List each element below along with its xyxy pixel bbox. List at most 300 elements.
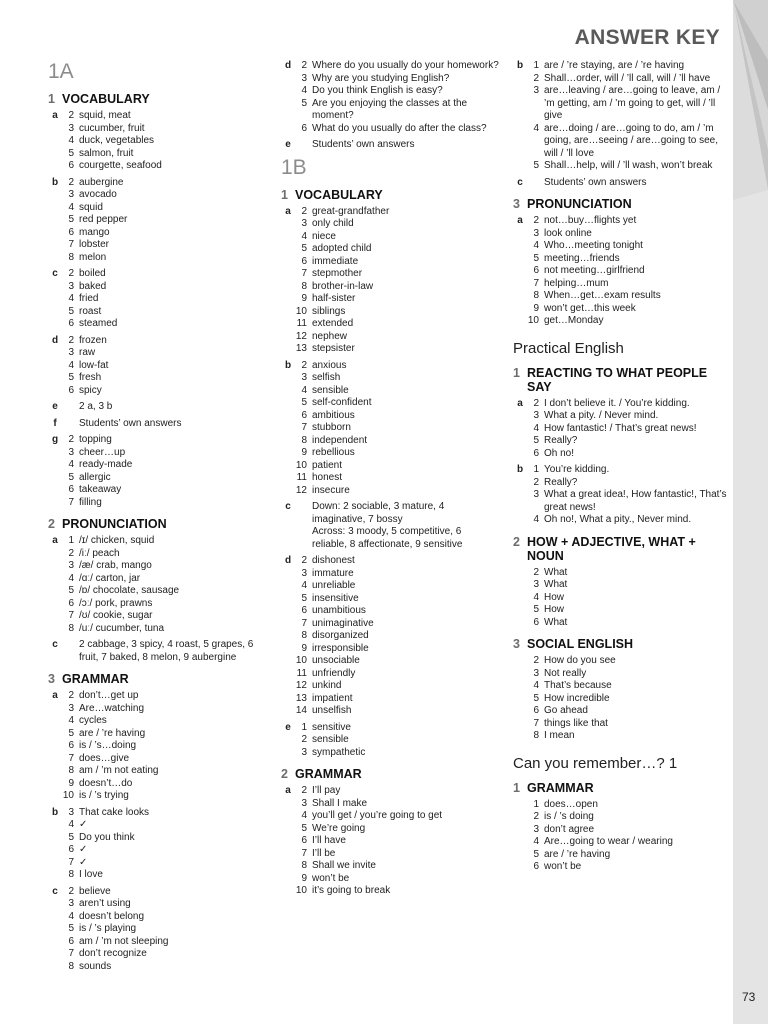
answer-item xyxy=(62,401,273,414)
answer-list xyxy=(62,177,273,265)
answer-text: unfriendly xyxy=(312,667,356,679)
answer-text: Go ahead xyxy=(544,705,588,716)
answer-item xyxy=(527,253,727,266)
answer-item xyxy=(527,265,727,278)
exercise-group xyxy=(48,110,273,173)
answer-item xyxy=(527,680,727,693)
subsection-heading: Can you remember…? 1 xyxy=(513,754,678,772)
answer-number: 5 xyxy=(301,243,307,254)
answer-number: 2 xyxy=(301,60,307,71)
answer-text: am / ’m not sleeping xyxy=(79,935,169,947)
answer-item xyxy=(62,335,273,348)
answer-item xyxy=(527,215,727,228)
answer-number: 5 xyxy=(68,147,74,159)
answer-number: 3 xyxy=(301,218,307,229)
answer-item xyxy=(295,98,499,123)
exercise-letter: c xyxy=(52,639,58,650)
answer-number xyxy=(62,401,74,414)
answer-item xyxy=(295,734,499,747)
answer-number: 8 xyxy=(301,280,307,292)
answer-item xyxy=(62,898,273,911)
answer-number: 4 xyxy=(68,135,74,146)
answer-number: 3 xyxy=(301,72,307,84)
exercise-group xyxy=(48,177,273,265)
answer-text: Who…meeting tonight xyxy=(544,240,643,251)
section-number: 1 xyxy=(513,780,520,795)
answer-number: 3 xyxy=(533,85,539,96)
answer-text: unambitious xyxy=(312,605,366,616)
answer-item xyxy=(62,497,273,510)
answer-number: 2 xyxy=(301,734,307,745)
answer-list xyxy=(295,139,499,152)
answer-number: 5 xyxy=(533,848,539,860)
answer-text: cycles xyxy=(79,715,107,726)
answer-item xyxy=(62,844,273,857)
answer-item xyxy=(527,448,727,461)
answer-number: 5 xyxy=(68,585,74,596)
section-heading xyxy=(48,672,273,686)
answer-text: not…buy…flights yet xyxy=(544,215,637,226)
answer-number: 2 xyxy=(68,434,74,445)
answer-number: 3 xyxy=(301,746,307,758)
answer-text: is / ’s trying xyxy=(79,790,129,801)
answer-number: 6 xyxy=(301,122,307,134)
answer-text: /uː/ cucumber, tuna xyxy=(79,622,165,634)
answer-number: 2 xyxy=(533,476,539,488)
answer-text: melon xyxy=(79,251,107,263)
exercise-letter: c xyxy=(52,885,58,897)
answer-item xyxy=(295,343,499,356)
answer-number: 11 xyxy=(296,667,307,679)
answer-item xyxy=(62,765,273,778)
answer-list xyxy=(62,335,273,398)
answer-number: 4 xyxy=(533,122,539,134)
answer-number: 5 xyxy=(301,97,307,109)
answer-text: is / ’s doing xyxy=(544,811,594,822)
answer-number: 5 xyxy=(533,435,539,446)
answer-item xyxy=(527,315,727,328)
answer-item xyxy=(62,160,273,173)
answer-text: are / ’re staying, are / ’re having xyxy=(544,60,685,71)
answer-text: honest xyxy=(312,472,343,483)
answer-list xyxy=(295,60,499,135)
answer-text: baked xyxy=(79,280,107,292)
answer-number: 14 xyxy=(295,705,307,716)
section-number: 3 xyxy=(513,637,520,651)
answer-item xyxy=(295,139,499,152)
answer-item xyxy=(527,290,727,303)
answer-item xyxy=(62,573,273,586)
exercise-group xyxy=(513,60,727,173)
answer-item xyxy=(62,857,273,870)
answer-item xyxy=(295,823,499,836)
exercise-group xyxy=(281,206,499,356)
answer-number: 8 xyxy=(68,765,74,776)
answer-number: 3 xyxy=(68,560,74,571)
answer-list xyxy=(295,785,499,898)
answer-number: 7 xyxy=(68,239,74,250)
answer-text: does…give xyxy=(79,752,130,764)
answer-item xyxy=(527,177,727,190)
answer-item xyxy=(295,360,499,373)
answer-number xyxy=(295,526,307,551)
answer-number: 5 xyxy=(301,592,307,604)
answer-text: sensible xyxy=(312,384,349,396)
answer-number xyxy=(527,177,539,190)
answer-number: 7 xyxy=(301,422,307,433)
answer-item xyxy=(62,961,273,974)
answer-number: 8 xyxy=(301,860,307,871)
answer-text: What a great idea!, How fantastic!, That’s great news! xyxy=(544,489,727,513)
answer-number: 6 xyxy=(68,935,74,947)
answer-number: 6 xyxy=(68,484,74,495)
answer-text: /ʊ/ cookie, sugar xyxy=(79,610,153,621)
section-number: 2 xyxy=(281,767,288,781)
answer-text: rebellious xyxy=(312,447,355,458)
answer-number: 5 xyxy=(68,372,74,383)
answer-item xyxy=(295,680,499,693)
exercise-group xyxy=(48,335,273,398)
answer-list xyxy=(62,418,273,431)
exercise-letter: e xyxy=(285,139,291,150)
answer-number: 5 xyxy=(533,160,539,171)
answer-number: 6 xyxy=(68,160,74,171)
answer-number: 10 xyxy=(295,459,307,471)
answer-item xyxy=(295,747,499,760)
answer-text: takeaway xyxy=(79,484,122,495)
exercise-group xyxy=(513,655,727,743)
answer-item xyxy=(295,231,499,244)
answer-item xyxy=(62,753,273,766)
answer-text: won’t be xyxy=(312,872,350,884)
answer-number: 10 xyxy=(62,790,74,801)
answer-number: 3 xyxy=(301,567,307,579)
answer-number: 8 xyxy=(301,630,307,641)
answer-item xyxy=(527,303,727,316)
answer-item xyxy=(295,885,499,898)
answer-list xyxy=(62,807,273,882)
answer-text: duck, vegetables xyxy=(79,135,155,146)
answer-text: I’ll be xyxy=(312,847,336,859)
exercise-letter: d xyxy=(284,60,292,71)
answer-text: impatient xyxy=(312,692,353,704)
answer-item xyxy=(62,459,273,472)
answer-item xyxy=(295,306,499,319)
answer-item xyxy=(62,832,273,845)
answer-text: patient xyxy=(312,459,343,471)
answer-text: /ɪ/ chicken, squid xyxy=(79,535,155,546)
exercise-group xyxy=(48,401,273,414)
answer-number: 1 xyxy=(533,464,539,475)
answer-text: That cake looks xyxy=(79,806,150,818)
answer-item xyxy=(527,435,727,448)
answer-item xyxy=(295,605,499,618)
answer-item xyxy=(62,472,273,485)
exercise-letter: e xyxy=(285,721,291,733)
answer-text: stepmother xyxy=(312,268,363,279)
answer-item xyxy=(62,281,273,294)
exercise-letter: d xyxy=(284,555,292,566)
exercise-group xyxy=(513,177,727,190)
answer-item xyxy=(295,410,499,423)
answer-item xyxy=(62,639,273,664)
answer-item xyxy=(62,807,273,820)
answer-text: Really? xyxy=(544,435,578,446)
answer-number: 4 xyxy=(68,359,74,371)
answer-item xyxy=(295,860,499,873)
section-title: REACTING TO WHAT PEOPLE SAY xyxy=(527,365,708,394)
exercise-letter: c xyxy=(52,268,58,279)
answer-list xyxy=(527,60,727,173)
answer-list xyxy=(527,567,727,630)
answer-text: great-grandfather xyxy=(312,205,390,217)
section-number: 1 xyxy=(281,187,288,202)
answer-text: stepsister xyxy=(312,343,355,354)
exercise-letter: g xyxy=(51,434,59,445)
answer-text: ✓ xyxy=(79,856,88,868)
answer-text: boiled xyxy=(79,268,106,279)
answer-number: 5 xyxy=(533,252,539,264)
answer-item xyxy=(527,410,727,423)
answer-number: 4 xyxy=(533,422,539,434)
answer-item xyxy=(62,189,273,202)
answer-list xyxy=(527,177,727,190)
section-title: HOW + ADJECTIVE, WHAT + NOUN xyxy=(527,534,696,563)
exercise-group xyxy=(48,690,273,803)
answer-number: 3 xyxy=(68,898,74,909)
answer-number: 6 xyxy=(533,265,539,276)
answer-item xyxy=(295,580,499,593)
answer-text: roast xyxy=(79,305,102,317)
answer-number: 3 xyxy=(68,189,74,200)
answer-item xyxy=(62,418,273,431)
answer-text: brother-in-law xyxy=(312,280,374,292)
column-1 xyxy=(48,60,273,977)
section-number: 1 xyxy=(48,92,55,106)
answer-list xyxy=(62,110,273,173)
answer-text: won’t be xyxy=(544,861,582,872)
answer-item xyxy=(62,385,273,398)
section-number: 3 xyxy=(513,197,520,211)
answer-item xyxy=(295,372,499,385)
answer-number: 9 xyxy=(533,302,539,314)
answer-number: 6 xyxy=(68,740,74,751)
answer-text: /ɔː/ pork, prawns xyxy=(79,597,153,609)
answer-list xyxy=(62,886,273,974)
answer-number: 7 xyxy=(68,856,74,868)
answer-text: insensitive xyxy=(312,592,359,604)
exercise-group xyxy=(48,535,273,635)
section-heading xyxy=(281,767,499,781)
answer-text: niece xyxy=(312,230,336,242)
answer-number: 13 xyxy=(295,343,307,354)
answer-text: I love xyxy=(79,869,103,880)
answer-number: 4 xyxy=(533,240,539,251)
answer-item xyxy=(295,722,499,735)
answer-number: 2 xyxy=(68,176,74,188)
answer-item xyxy=(527,398,727,411)
answer-number: 4 xyxy=(301,810,307,821)
exercise-group xyxy=(513,799,727,874)
answer-text: unsociable xyxy=(312,655,360,666)
answer-text: red pepper xyxy=(79,214,128,225)
exercise-group xyxy=(513,215,727,328)
answer-text: Students’ own answers xyxy=(79,417,182,429)
section-heading xyxy=(513,535,727,563)
exercise-group xyxy=(513,567,727,630)
section-number: 1 xyxy=(513,365,520,380)
answer-text: frozen xyxy=(79,334,107,346)
answer-item xyxy=(295,422,499,435)
answer-list xyxy=(295,555,499,718)
answer-item xyxy=(527,849,727,862)
section-number: 3 xyxy=(48,672,55,686)
answer-item xyxy=(295,447,499,460)
answer-number: 12 xyxy=(295,484,307,496)
answer-text: steamed xyxy=(79,318,118,329)
answer-number: 7 xyxy=(533,717,539,729)
answer-number: 6 xyxy=(533,447,539,459)
answer-text: Are you enjoying the classes at the moment? xyxy=(312,97,468,121)
answer-number: 6 xyxy=(301,255,307,267)
answer-item xyxy=(295,593,499,606)
answer-number: 4 xyxy=(533,836,539,847)
answer-number: 4 xyxy=(68,201,74,213)
answer-number: 4 xyxy=(301,85,307,96)
answer-number: 2 xyxy=(533,215,539,226)
answer-item xyxy=(62,318,273,331)
exercise-group xyxy=(281,555,499,718)
answer-number: 9 xyxy=(301,293,307,304)
answer-item xyxy=(295,785,499,798)
exercise-group xyxy=(513,464,727,527)
answer-number: 4 xyxy=(301,384,307,396)
answer-text: am / ’m not eating xyxy=(79,765,159,776)
answer-item xyxy=(62,252,273,265)
answer-item xyxy=(62,923,273,936)
answer-text: How xyxy=(544,591,565,603)
section-title: VOCABULARY xyxy=(62,92,150,106)
answer-text: irresponsible xyxy=(312,642,369,654)
answer-item xyxy=(295,835,499,848)
exercise-group xyxy=(513,398,727,461)
answer-item xyxy=(62,484,273,497)
answer-text: Students’ own answers xyxy=(544,176,647,188)
section-heading xyxy=(48,92,273,106)
answer-item xyxy=(62,585,273,598)
answer-number: 9 xyxy=(301,872,307,884)
answer-text: get…Monday xyxy=(544,315,604,326)
answer-list xyxy=(62,401,273,414)
answer-number: 4 xyxy=(301,230,307,242)
answer-item xyxy=(527,228,727,241)
answer-list xyxy=(527,215,727,328)
exercise-letter: d xyxy=(51,334,59,346)
answer-number: 8 xyxy=(68,251,74,263)
section-title: GRAMMAR xyxy=(62,672,129,686)
answer-item xyxy=(295,85,499,98)
subsection-heading: Practical English xyxy=(513,339,624,357)
answer-text: helping…mum xyxy=(544,277,609,289)
answer-item xyxy=(62,623,273,636)
answer-text: immature xyxy=(312,567,354,579)
answer-text: low-fat xyxy=(79,359,109,371)
answer-text: dishonest xyxy=(312,555,355,566)
answer-number: 12 xyxy=(295,680,307,691)
answer-number: 4 xyxy=(68,715,74,726)
exercise-letter: f xyxy=(53,417,57,429)
answer-text: allergic xyxy=(79,471,111,483)
answer-item xyxy=(295,501,499,526)
answer-number: 3 xyxy=(533,227,539,239)
answer-text: /iː/ peach xyxy=(79,547,120,559)
answer-text: don’t recognize xyxy=(79,948,147,959)
answer-item xyxy=(527,160,727,173)
answer-text: squid xyxy=(79,201,103,213)
answer-text: sensible xyxy=(312,734,349,745)
answer-text: siblings xyxy=(312,305,346,317)
exercise-letter: a xyxy=(517,215,523,226)
answer-item xyxy=(62,610,273,623)
answer-item xyxy=(295,668,499,681)
answer-item xyxy=(527,567,727,580)
answer-text: Oh no!, What a pity., Never mind. xyxy=(544,514,692,525)
answer-list xyxy=(62,434,273,509)
answer-number: 2 xyxy=(301,359,307,371)
answer-item xyxy=(527,477,727,490)
answer-list xyxy=(295,501,499,551)
exercise-group xyxy=(48,807,273,882)
answer-number: 4 xyxy=(68,459,74,470)
answer-number: 5 xyxy=(533,604,539,615)
answer-item xyxy=(62,110,273,123)
answer-item xyxy=(62,535,273,548)
answer-text: is / ’s…doing xyxy=(79,740,137,751)
answer-text: unreliable xyxy=(312,580,356,591)
answer-text: That’s because xyxy=(544,680,612,691)
answer-text: topping xyxy=(79,434,112,445)
answer-text: meeting…friends xyxy=(544,252,620,264)
answer-number: 6 xyxy=(68,597,74,609)
exercise-group xyxy=(281,785,499,898)
answer-text: ambitious xyxy=(312,409,355,421)
answer-text: spicy xyxy=(79,384,102,396)
answer-number: 8 xyxy=(301,434,307,446)
section-title: SOCIAL ENGLISH xyxy=(527,637,634,651)
answer-item xyxy=(527,655,727,668)
answer-text: Shall…order, will / ’ll call, will / ’ll have xyxy=(544,72,711,84)
answer-number: 7 xyxy=(533,277,539,289)
answer-item xyxy=(527,85,727,123)
exercise-group xyxy=(48,418,273,431)
answer-text: disorganized xyxy=(312,630,369,641)
answer-number: 9 xyxy=(301,642,307,654)
answer-item xyxy=(295,618,499,631)
answer-item xyxy=(62,293,273,306)
answer-number: 2 xyxy=(68,547,74,559)
answer-item xyxy=(295,256,499,269)
answer-item xyxy=(62,123,273,136)
exercise-group xyxy=(48,639,273,664)
answer-text: courgette, seafood xyxy=(79,160,162,171)
answer-text: You’re kidding. xyxy=(544,464,610,475)
answer-text: unselfish xyxy=(312,705,352,716)
answer-item xyxy=(527,73,727,86)
answer-text: I don’t believe it. / You’re kidding. xyxy=(544,397,690,409)
exercise-letter: b xyxy=(516,60,524,71)
section-title: GRAMMAR xyxy=(295,767,362,781)
answer-number: 4 xyxy=(68,910,74,922)
